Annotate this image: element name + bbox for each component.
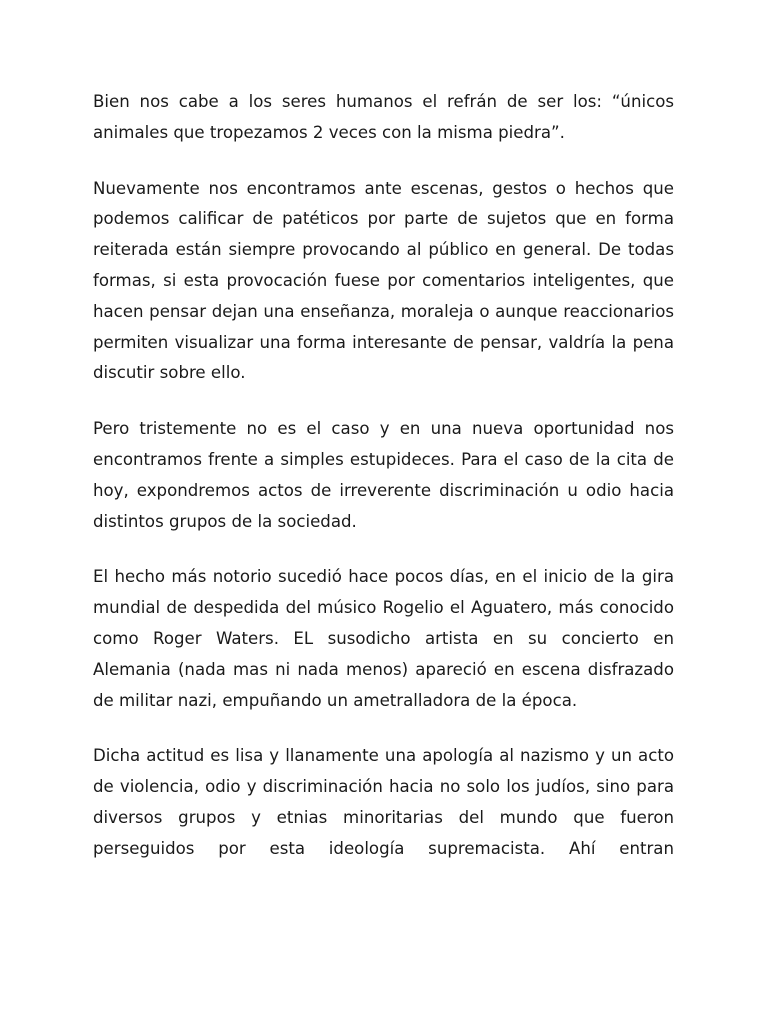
paragraph-3: Pero tristemente no es el caso y en una nueva oportunidad nos encontramos frente a simples estupideces. Para el caso de la cita de hoy, expondremos actos de irreverente discriminación u odio hacia distintos grupos de la sociedad. bbox=[93, 419, 674, 531]
paragraph-4: El hecho más notorio sucedió hace pocos días, en el inicio de la gira mundial de despedida del músico Rogelio el Aguatero, más conocido como Roger Waters. EL susodicho artista en su concierto en Alemania (nada mas ni nada menos) apareció en escena disfrazado de militar nazi, empuñando un ametralladora de la época. bbox=[93, 567, 674, 710]
paragraph-5: Dicha actitud es lisa y llanamente una apología al nazismo y un acto de violencia, odio y discriminación hacia no solo los judíos, sino para diversos grupos y etnias minoritarias del mundo que fueron perseguidos por esta ideología supremacista. Ahí entran bbox=[93, 746, 674, 858]
document-page bbox=[93, 87, 674, 865]
paragraph-2: Nuevamente nos encontramos ante escenas, gestos o hechos que podemos calificar de patéticos por parte de sujetos que en forma reiterada están siempre provocando al público en general. De todas formas, si esta provocación fuese por comentarios inteligentes, que hacen pensar dejan una enseñanza, moraleja o aunque reaccionarios permiten visualizar una forma interesante de pensar, valdría la pena discutir sobre ello. bbox=[93, 178, 674, 383]
paragraph-1: Bien nos cabe a los seres humanos el refrán de ser los: “únicos animales que tropezamos 2 veces con la misma piedra”. bbox=[93, 92, 674, 142]
